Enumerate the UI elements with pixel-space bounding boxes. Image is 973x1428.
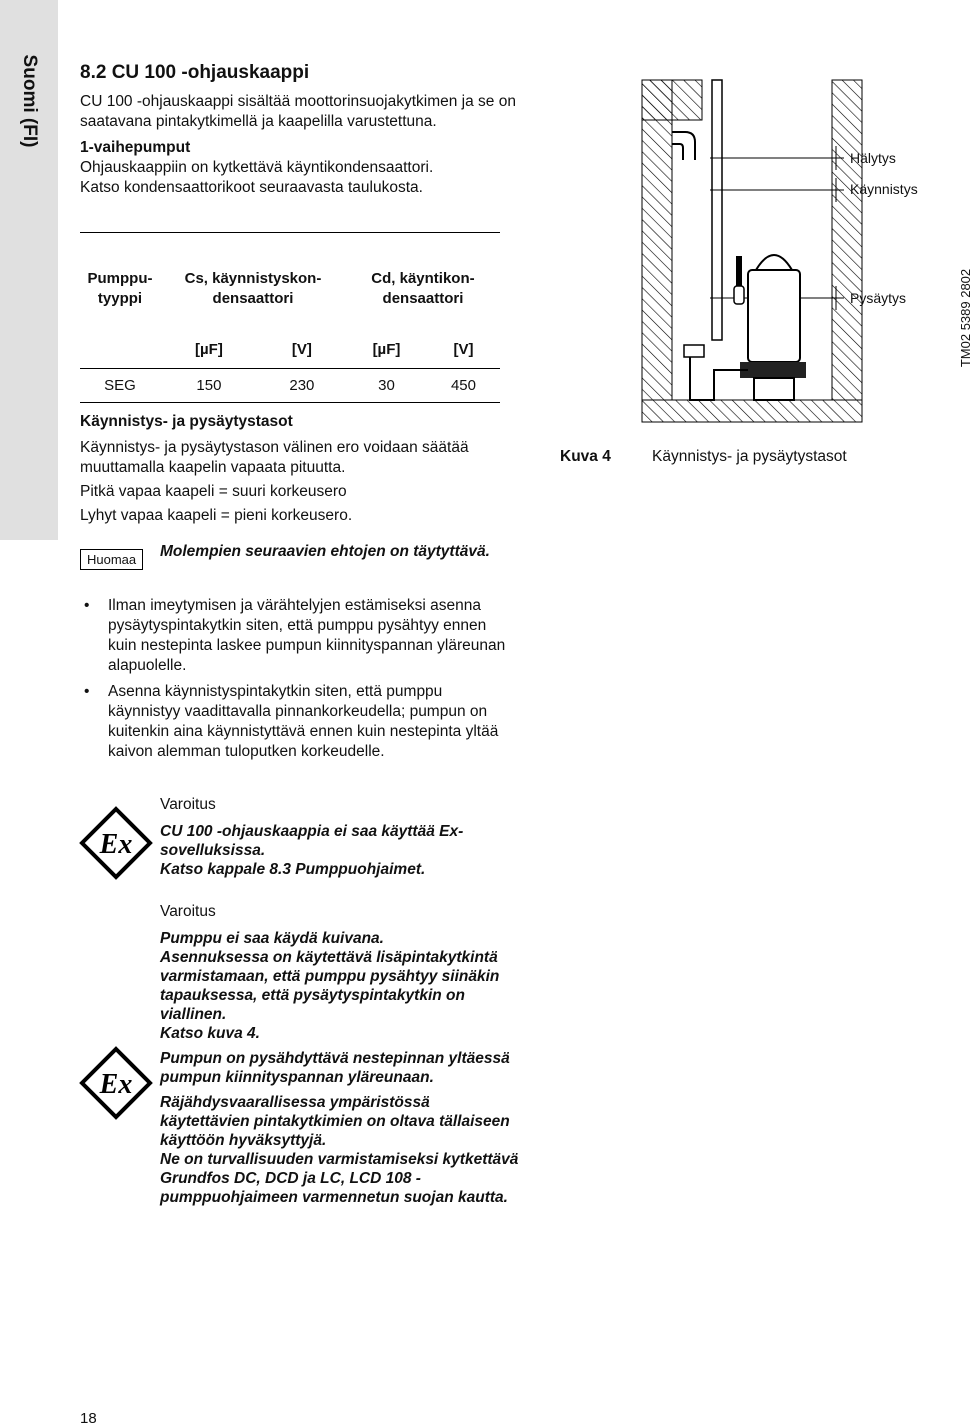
subheading: 1-vaihepumput bbox=[80, 139, 191, 156]
label-stop: Pysäytys bbox=[850, 290, 907, 306]
levels-section bbox=[80, 412, 520, 526]
figure-code: TM02 5389 2802 bbox=[958, 268, 973, 368]
table-header-cd: Cd, käyntikon-densaattori bbox=[371, 269, 475, 307]
note-tag: Huomaa bbox=[80, 549, 143, 570]
note-text: Molempien seuraavien ehtojen on täytyttävä. bbox=[160, 543, 490, 560]
warning-2-label: Varoitus bbox=[160, 903, 216, 920]
intro-text: CU 100 -ohjauskaappi sisältää moottorinsuojakytkimen ja se on saatavana pintakytkimellä ja kaapelilla varustettuna. bbox=[80, 93, 516, 130]
table-cell-cd-v: 450 bbox=[427, 369, 500, 403]
figure-number: Kuva 4 bbox=[560, 448, 611, 465]
table-row bbox=[80, 369, 500, 403]
svg-text:Ex: Ex bbox=[99, 1069, 133, 1100]
table-cell-pump: SEG bbox=[80, 369, 160, 403]
list-item: • Asenna käynnistyspintakytkin siten, että pumppu käynnistyy vaadittavalla pinnankorkeudella; pumpun on kuitenkin aina käynnistyttävä ennen kuin nestepinta yltää kaivon alemman tuloputken korkeudelle. bbox=[80, 682, 510, 762]
table-unit-cs-v: [V] bbox=[291, 341, 312, 359]
pump-level-diagram bbox=[560, 70, 940, 430]
label-start: Käynnistys bbox=[850, 181, 918, 197]
levels-paragraph-1: Käynnistys- ja pysäytystason välinen ero voidaan säätää muuttamalla kaapelin vapaata pituutta. bbox=[80, 439, 469, 476]
table-unit-cd-v: [V] bbox=[453, 341, 474, 359]
warning-2-line-1: Pumppu ei saa käydä kuivana. bbox=[160, 930, 384, 947]
figure-caption-text: Käynnistys- ja pysäytystasot bbox=[652, 448, 847, 465]
warning-2-line-5: Räjähdysvaarallisessa ympäristössä käytettävien pintakytkimien on oltava tällaiseen käyttöön hyväksyttyjä. bbox=[160, 1094, 510, 1149]
table-cell-cs-v: 230 bbox=[258, 369, 346, 403]
table-header-empty bbox=[80, 333, 160, 369]
label-alarm: Hälytys bbox=[850, 150, 896, 166]
capacitor-table bbox=[80, 232, 500, 403]
warning-2 bbox=[80, 902, 520, 1207]
levels-heading: Käynnistys- ja pysäytystasot bbox=[80, 413, 293, 430]
intro-line-1: Ohjauskaappiin on kytkettävä käyntikondensaattori. bbox=[80, 159, 434, 176]
table-cell-cd-uf: 30 bbox=[346, 369, 427, 403]
warning-2-line-4: Pumpun on pysähdyttävä nestepinnan yltäessä pumpun kiinnityspannan yläreunaan. bbox=[160, 1050, 510, 1086]
levels-paragraph-2: Pitkä vapaa kaapeli = suuri korkeusero bbox=[80, 483, 347, 500]
list-item: • Ilman imeytymisen ja värähtelyjen estämiseksi asenna pysäytyspintakytkin siten, että pumppu pysähtyy ennen kuin nestepinta laskee pumpun kiinnityspannan yläreunan alapuolelle. bbox=[80, 596, 510, 676]
table-header-cs: Cs, käynnistyskon-densaattori bbox=[184, 269, 322, 307]
section-title: 8.2 CU 100 -ohjauskaappi bbox=[80, 62, 310, 83]
ex-explosion-symbol-icon bbox=[80, 807, 152, 879]
condition-list bbox=[80, 596, 510, 768]
warning-1-line-2: Katso kappale 8.3 Pumppuohjaimet. bbox=[160, 861, 426, 878]
section-intro bbox=[80, 62, 520, 198]
warning-2-line-6: Ne on turvallisuuden varmistamiseksi kytkettävä Grundfos DC, DCD ja LC, LCD 108 -pumppuohjaimeen varmennetun suojan kautta. bbox=[160, 1151, 519, 1206]
warning-2-line-2: Asennuksessa on käytettävä lisäpintakytkintä varmistamaan, että pumppu pysähtyy siinäkin tapauksessa, että pysäytyspintakytkin on viallinen. bbox=[160, 949, 500, 1023]
warning-2-line-3: Katso kuva 4. bbox=[160, 1025, 260, 1042]
pump-pit-illustration bbox=[560, 70, 940, 430]
svg-text:Ex: Ex bbox=[99, 829, 133, 860]
levels-paragraph-3: Lyhyt vapaa kaapeli = pieni korkeusero. bbox=[80, 507, 353, 524]
language-side-tab bbox=[0, 0, 58, 540]
warning-1 bbox=[80, 795, 520, 879]
page-number: 18 bbox=[80, 1410, 97, 1427]
ex-explosion-symbol-icon bbox=[80, 1047, 152, 1119]
note-box bbox=[80, 543, 520, 567]
warning-1-line-1: CU 100 -ohjauskaappia ei saa käyttää Ex-sovelluksissa. bbox=[160, 823, 464, 859]
intro-line-2: Katso kondensaattorikoot seuraavasta taulukosta. bbox=[80, 179, 423, 196]
table-unit-cd-uf: [µF] bbox=[372, 341, 401, 359]
table-unit-cs-uf: [µF] bbox=[195, 341, 223, 359]
language-label: Suomi (FI) bbox=[19, 54, 40, 148]
table-header-pump-type: Pumppu-tyyppi bbox=[87, 269, 153, 307]
table-cell-cs-uf: 150 bbox=[160, 369, 258, 403]
warning-1-label: Varoitus bbox=[160, 796, 216, 813]
